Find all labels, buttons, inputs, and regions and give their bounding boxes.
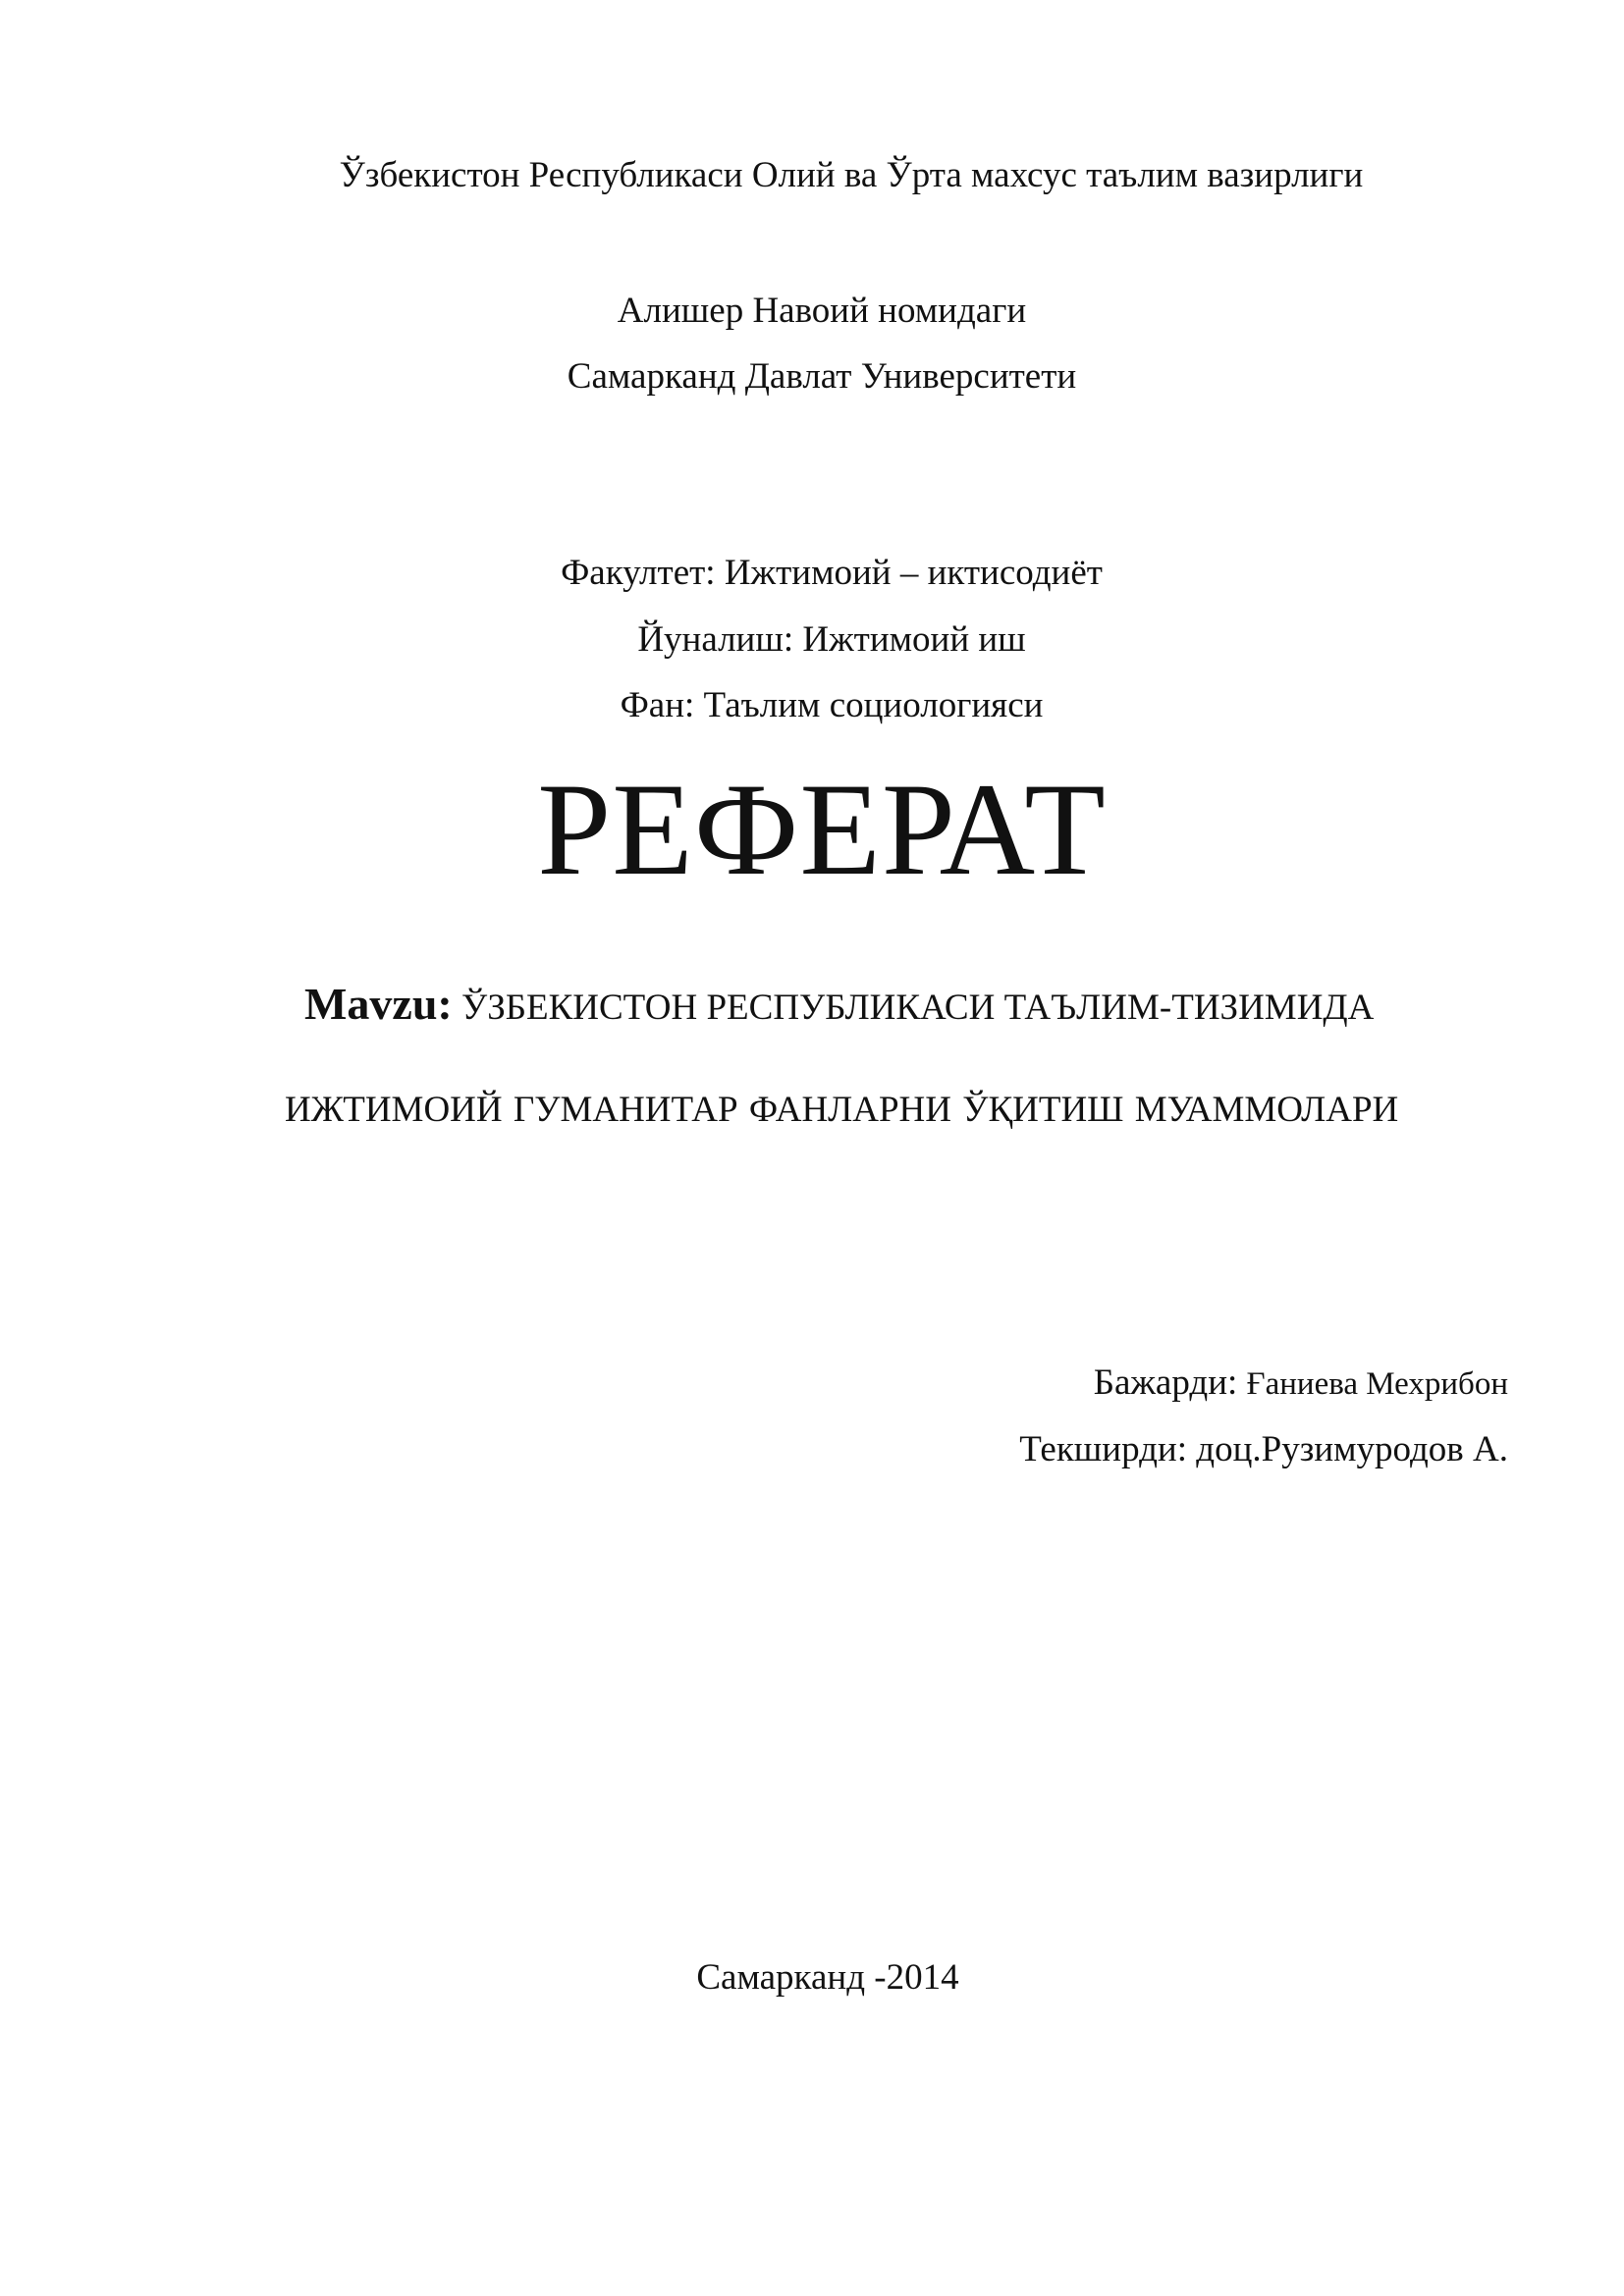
topic-text-line-1: ЎЗБЕКИСТОН РЕСПУБЛИКАСИ ТАЪЛИМ-ТИЗИМИДА bbox=[461, 988, 1375, 1028]
performed-by-name: Ғаниева Мехрибон bbox=[1246, 1366, 1508, 1402]
topic-line-1 bbox=[304, 979, 1375, 1029]
ministry-title: Ўзбекистон Республикаси Олий ва Ўрта махсус таълим вазирлиги bbox=[339, 155, 1364, 195]
checked-by-name: доц.Рузимуродов А. bbox=[1196, 1429, 1508, 1469]
checked-by-label: Текширди: bbox=[1019, 1429, 1188, 1469]
topic-text-line-2: ИЖТИМОИЙ ГУМАНИТАР ФАНЛАРНИ ЎҚИТИШ МУАММОЛАРИ bbox=[285, 1090, 1399, 1130]
place-and-year: Самарканд -2014 bbox=[696, 1957, 959, 1998]
performed-by-label: Бажарди: bbox=[1093, 1362, 1238, 1403]
subject-line: Фан: Таълим социологияси bbox=[620, 685, 1044, 725]
document-title: РЕФЕРАТ bbox=[537, 757, 1107, 903]
direction-line: Йуналиш: Ижтимоий иш bbox=[637, 619, 1026, 660]
checked-by-line bbox=[1019, 1431, 1508, 1468]
university-name-line-1: Алишер Навоий номидаги bbox=[617, 291, 1027, 331]
performed-by-line bbox=[1094, 1364, 1508, 1401]
faculty-line: Факултет: Ижтимоий – иктисодиёт bbox=[561, 553, 1103, 593]
topic-label: Mavzu: bbox=[304, 979, 453, 1029]
university-name-line-2: Самарканд Давлат Университети bbox=[567, 356, 1077, 397]
